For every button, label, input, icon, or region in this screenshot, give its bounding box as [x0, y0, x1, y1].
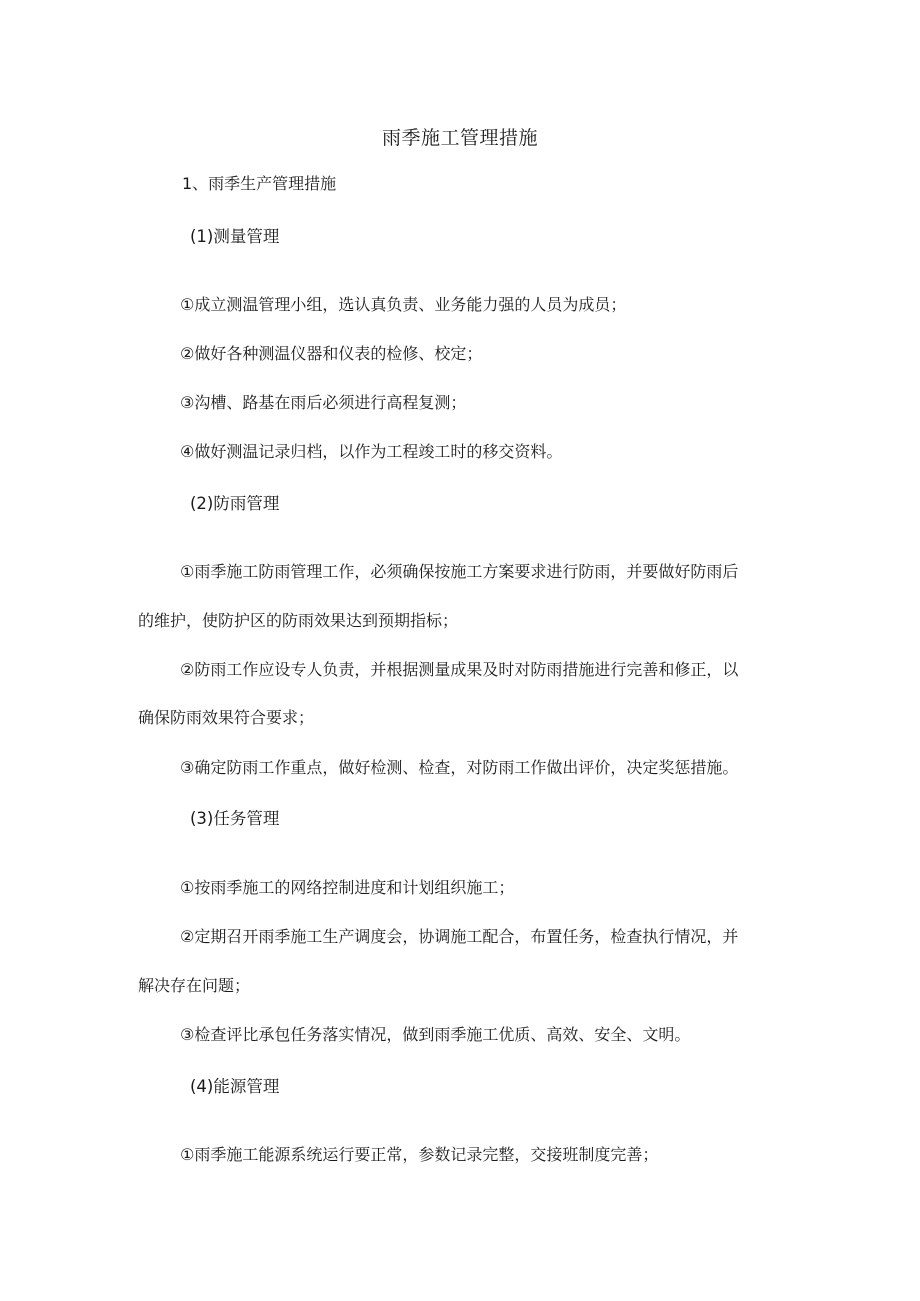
- subsection-heading-survey: (1)测量管理: [190, 227, 280, 246]
- list-item: ③沟槽、路基在雨后必须进行高程复测；: [180, 393, 467, 412]
- list-item: ③检查评比承包任务落实情况，做到雨季施工优质、高效、安全、文明。: [180, 1025, 691, 1044]
- subsection-heading-task: (3)任务管理: [190, 809, 280, 828]
- subsection-heading-energy: (4)能源管理: [190, 1077, 280, 1096]
- subsection-heading-rainproof: (2)防雨管理: [190, 494, 280, 513]
- list-item: ②定期召开雨季施工生产调度会，协调施工配合，布置任务，检查执行情况，并: [180, 927, 739, 946]
- list-item-continuation: 解决存在问题；: [138, 976, 251, 995]
- list-item: ④做好测温记录归档，以作为工程竣工时的移交资料。: [180, 442, 563, 461]
- list-item-continuation: 的维护，使防护区的防雨效果达到预期指标；: [138, 611, 459, 630]
- section-heading: 1、雨季生产管理措施: [182, 174, 337, 193]
- list-item-continuation: 确保防雨效果符合要求；: [138, 708, 315, 727]
- document-title: 雨季施工管理措施: [381, 127, 538, 149]
- list-item: ①成立测温管理小组，选认真负责、业务能力强的人员为成员；: [180, 295, 627, 314]
- list-item: ①雨季施工能源系统运行要正常，参数记录完整，交接班制度完善；: [180, 1145, 659, 1164]
- list-item: ①按雨季施工的网络控制进度和计划组织施工；: [180, 878, 515, 897]
- list-item: ②做好各种测温仪器和仪表的检修、校定；: [180, 344, 483, 363]
- list-item: ①雨季施工防雨管理工作，必须确保按施工方案要求进行防雨，并要做好防雨后: [180, 562, 739, 581]
- list-item: ②防雨工作应设专人负责，并根据测量成果及时对防雨措施进行完善和修正，以: [180, 660, 739, 679]
- list-item: ③确定防雨工作重点，做好检测、检查，对防雨工作做出评价，决定奖惩措施。: [180, 758, 739, 777]
